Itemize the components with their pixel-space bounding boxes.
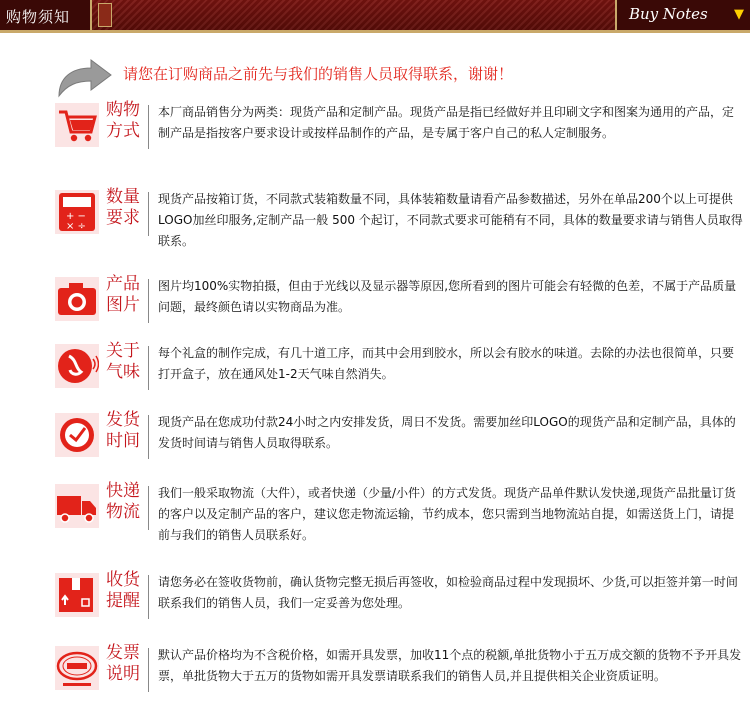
section-title: 发货 时间: [106, 410, 140, 451]
divider: [148, 575, 149, 619]
section-title: 关于 气味: [106, 341, 140, 382]
calculator-icon: [55, 190, 99, 234]
nose-icon: [55, 344, 99, 388]
clock-icon: [55, 413, 99, 457]
svg-text:× ÷: × ÷: [66, 221, 86, 232]
section-body: 每个礼盒的制作完成，有几十道工序，而其中会用到胶水，所以会有胶水的味道。去除的办法也很简单，只要打开盒子，放在通风处1-2天气味自然消失。: [158, 346, 735, 381]
section-title: 快递 物流: [106, 481, 140, 522]
curved-arrow-icon: [55, 48, 115, 98]
triangle-down-icon: ▼: [734, 7, 744, 22]
divider: [148, 346, 149, 390]
header-subtitle: Buy Notes: [629, 5, 708, 23]
section-body: 默认产品价格均为不含税价格，如需开具发票，加收11个点的税额,单批货物小于五万成交额的货物不予开具发票，单批货物大于五万的货物如需开具发票请联系我们的销售人员,并且提供相关企业资质证明。: [158, 648, 742, 683]
section-title: 发票 说明: [106, 643, 140, 684]
header-title: 购物须知: [6, 8, 71, 26]
section-body: 现货产品在您成功付款24小时之内安排发货，周日不发货。需要加丝印LOGO的现货产品和定制产品，具体的发货时间请与销售人员取得联系。: [158, 415, 736, 450]
section-body: 请您务必在签收货物前，确认货物完整无损后再签收，如检验商品过程中发现损坏、少货,可以拒签并第一时间联系我们的销售人员，我们一定妥善为您处理。: [158, 575, 738, 610]
divider: [148, 648, 149, 692]
header-banner: [0, 0, 750, 33]
divider: [148, 105, 149, 149]
divider: [148, 192, 149, 236]
divider: [148, 486, 149, 530]
section-body: 本厂商品销售分为两类：现货产品和定制产品。现货产品是指已经做好并且印刷文字和图案为通用的产品，定制产品是指按客户要求设计或按样品制作的产品，是专属于客户自己的私人定制服务。: [158, 105, 735, 140]
section-body: 现货产品按箱订货，不同款式装箱数量不同，具体装箱数量请看产品参数描述，另外在单品200个以上可提供LOGO加丝印服务,定制产品一般 500 个起订，不同款式要求可能稍有不同，具体的数量要求请与销售人员取得联系。: [158, 192, 743, 248]
invoice-stamp-icon: [55, 646, 99, 690]
section-title: 购物 方式: [106, 100, 140, 141]
divider: [148, 279, 149, 323]
svg-text:+ −: + −: [66, 211, 86, 222]
header-title-box: [0, 0, 92, 30]
section-title: 收货 提醒: [106, 570, 140, 611]
decorative-mark-icon: [98, 3, 112, 27]
section-body: 我们一般采取物流（大件），或者快递（少量/小件）的方式发货。现货产品单件默认发快递,现货产品批量订货的客户以及定制产品的客户，建议您走物流运输，节约成本，您只需到当地物流站自提，如需送货上门，请提前与我们的销售人员联系好。: [158, 486, 736, 542]
package-icon: [55, 573, 99, 617]
camera-icon: [55, 277, 99, 321]
section-title: 数量 要求: [106, 187, 140, 228]
divider: [148, 415, 149, 459]
notice-text: 请您在订购商品之前先与我们的销售人员取得联系，谢谢！: [123, 65, 514, 83]
header-subtitle-box: [615, 0, 750, 30]
section-title: 产品 图片: [106, 274, 140, 315]
truck-icon: [55, 484, 99, 528]
shopping-cart-icon: [55, 103, 99, 147]
section-body: 图片均100%实物拍摄，但由于光线以及显示器等原因,您所看到的图片可能会有轻微的色差，不属于产品质量问题，最终颜色请以实物商品为准。: [158, 279, 737, 314]
